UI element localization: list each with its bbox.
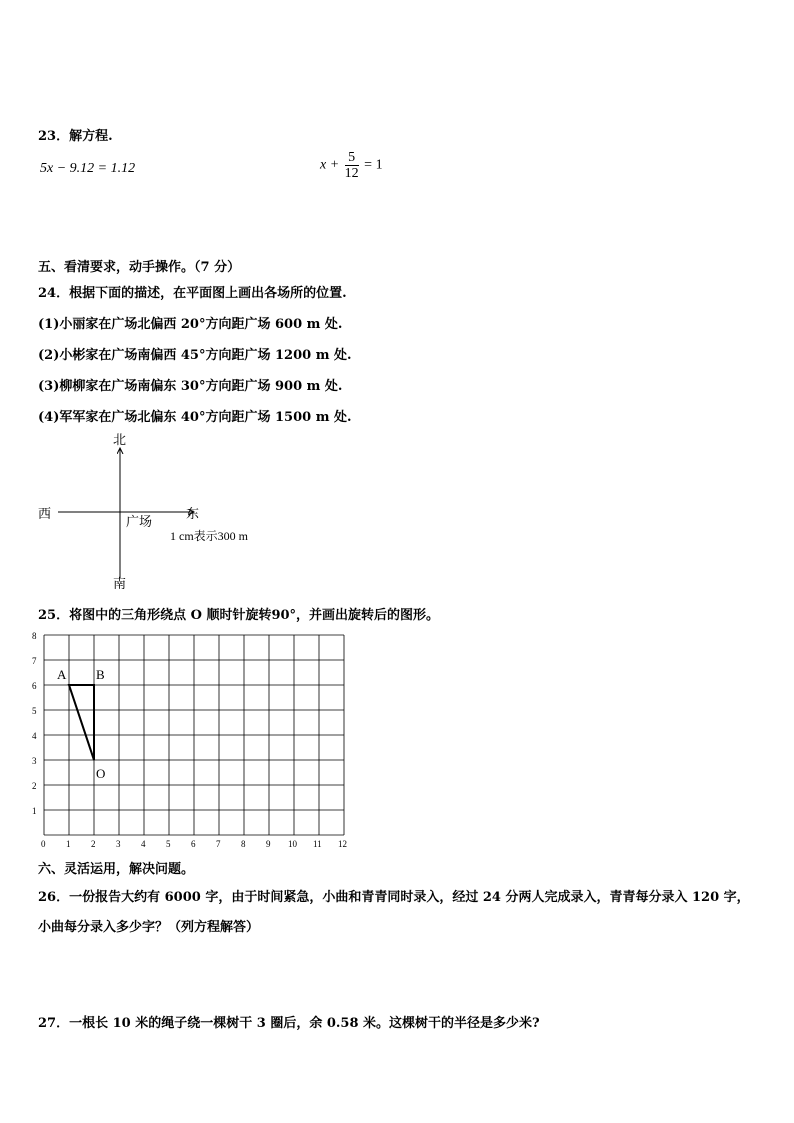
compass-diagram (0, 430, 794, 590)
equation-2-suffix: = 1 (364, 157, 383, 173)
q23-title: 23．解方程. (38, 129, 113, 144)
x-tick-label: 5 (166, 839, 171, 849)
triangle-abo (69, 685, 94, 760)
y-tick-label: 5 (32, 706, 37, 716)
q24-item-1: (1)小丽家在广场北偏西 20°方向距广场 600 m 处. (38, 317, 343, 332)
q24-item-3: (3)柳柳家在广场南偏东 30°方向距广场 900 m 处. (38, 379, 343, 394)
x-tick-label: 1 (66, 839, 71, 849)
south-label: 南 (113, 576, 127, 590)
x-tick-label: 2 (91, 839, 96, 849)
north-label: 北 (113, 432, 127, 447)
fraction (345, 150, 359, 181)
x-tick-label: 11 (313, 839, 322, 849)
east-label: 东 (186, 506, 200, 521)
fraction-denominator: 12 (344, 166, 359, 181)
section-6-heading: 六、灵活运用，解决问题。 (38, 862, 195, 877)
x-tick-label: 3 (116, 839, 121, 849)
q26-line-2: 小曲每分录入多少字？（列方程解答） (38, 920, 260, 935)
x-tick-label: 12 (338, 839, 347, 849)
y-tick-label: 8 (32, 631, 37, 641)
y-tick-label: 1 (32, 806, 37, 816)
q27-text: 27．一根长 10 米的绳子绕一棵树干 3 圈后，余 0.58 米。这棵树干的半径是多少米? (38, 1016, 540, 1031)
scale-label: 1 cm表示300 m (170, 529, 248, 543)
point-label-b: B (96, 667, 105, 682)
point-label-o: O (96, 766, 106, 781)
q24-title: 24．根据下面的描述，在平面图上画出各场所的位置. (38, 286, 347, 301)
x-tick-label: 9 (266, 839, 271, 849)
x-tick-label: 7 (216, 839, 221, 849)
equation-2-prefix: x + (320, 157, 340, 173)
equation-2 (320, 150, 383, 181)
q24-item-2: (2)小彬家在广场南偏西 45°方向距广场 1200 m 处. (38, 348, 352, 363)
q25-title: 25．将图中的三角形绕点 O 顺时针旋转90°，并画出旋转后的图形。 (38, 608, 440, 623)
plaza-label: 广场 (126, 514, 153, 529)
y-tick-label: 6 (32, 681, 37, 691)
x-tick-label: 8 (241, 839, 246, 849)
fraction-numerator: 5 (345, 150, 359, 166)
x-tick-label: 0 (41, 839, 46, 849)
q24-item-4: (4)军军家在广场北偏东 40°方向距广场 1500 m 处. (38, 410, 352, 425)
equation-1: 5x − 9.12 = 1.12 (40, 161, 136, 176)
y-tick-label: 3 (32, 756, 37, 766)
x-tick-label: 6 (191, 839, 196, 849)
west-label: 西 (38, 506, 52, 521)
coordinate-grid (30, 630, 410, 850)
point-label-a: A (57, 667, 67, 682)
x-tick-label: 10 (288, 839, 297, 849)
section-5-heading: 五、看清要求，动手操作。（7 分） (38, 260, 241, 275)
y-tick-label: 4 (32, 731, 37, 741)
y-tick-label: 2 (32, 781, 37, 791)
x-tick-label: 4 (141, 839, 146, 849)
y-tick-label: 7 (32, 656, 37, 666)
q26-line-1: 26．一份报告大约有 6000 字，由于时间紧急，小曲和青青同时录入，经过 24 分两人完成录入，青青每分录入 120 字， (38, 890, 750, 905)
